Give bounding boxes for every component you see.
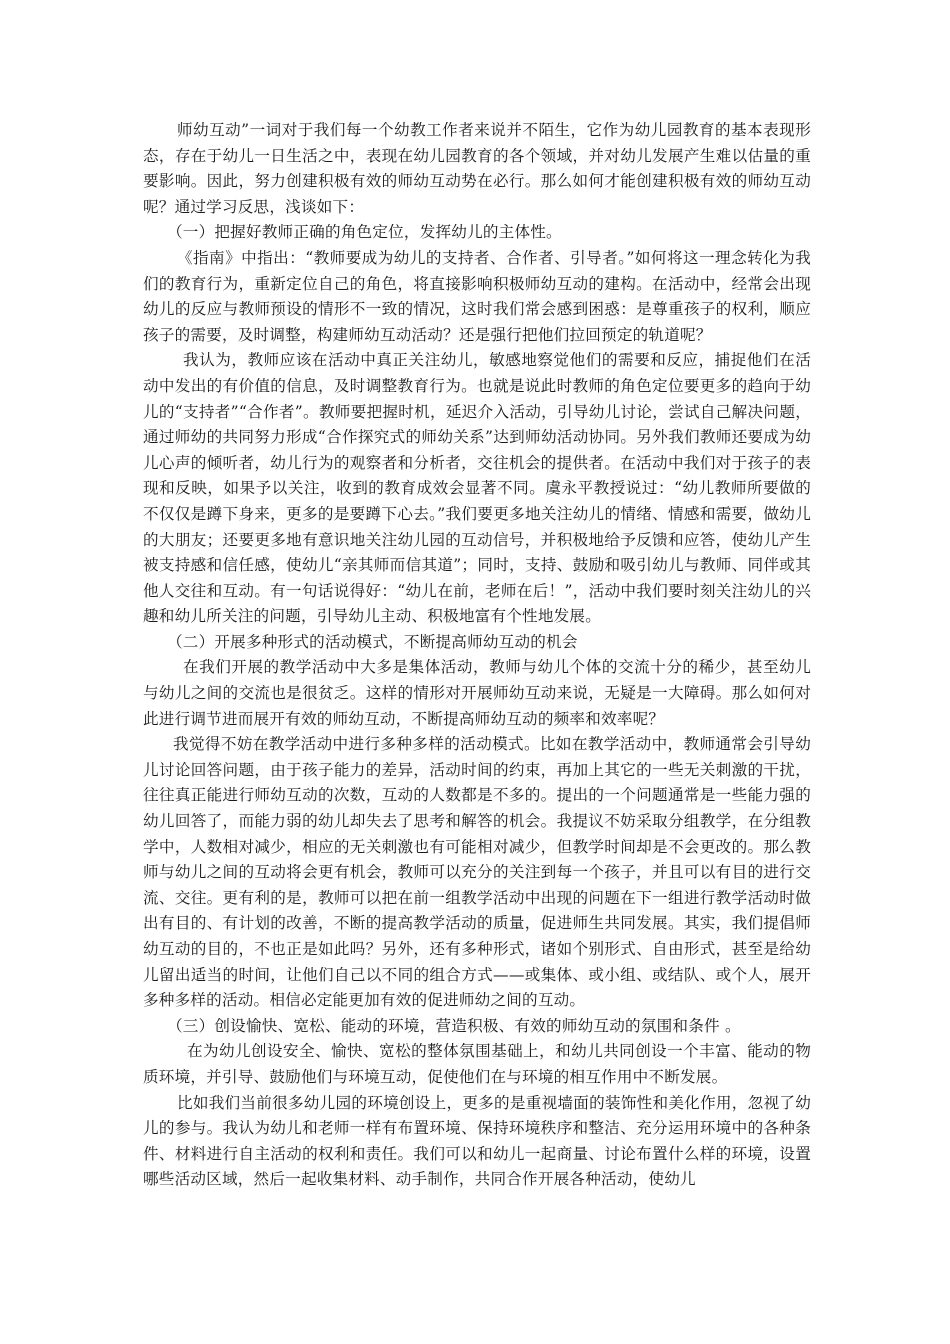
paragraph-group-activity: 在我们开展的教学活动中大多是集体活动，教师与幼儿个体的交流十分的稀少，甚至幼儿与幼儿之间的交流也是很贫乏。这样的情形对开展师幼互动来说，无疑是一大障碍。那么如何对此进行调节进而展开有效的师幼互动，不断提高师幼互动的频率和效率呢？ bbox=[143, 658, 811, 728]
paragraph-environment-example: 比如我们当前很多幼儿园的环境创设上，更多的是重视墙面的装饰性和美化作用，忽视了幼儿的参与。我认为幼儿和老师一样有布置环境、保持环境秩序和整洁、充分运用环境中的各种条件、材料进行自主活动的权利和责任。我们可以和幼儿一起商量、讨论布置什么样的环境，设置哪些活动区域，然后一起收集材料、动手制作，共同合作开展各种活动，使幼儿 bbox=[143, 1093, 811, 1189]
paragraph-activity-modes: 我觉得不妨在教学活动中进行多种多样的活动模式。比如在教学活动中，教师通常会引导幼儿讨论回答问题，由于孩子能力的差异，活动时间的约束，再加上其它的一些无关刺激的干扰，往往真正能进行师幼互动的次数，互动的人数都是不多的。提出的一个问题通常是一些能力强的幼儿回答了，而能力弱的幼儿却失去了思考和解答的机会。我提议不妨采取分组教学，在分组教学中，人数相对减少，相应的无关刺激也有可能相对减少，但教学时间却是不会更改的。那么教师与幼儿之间的互动将会更有机会，教师可以充分的关注到每一个孩子，并且可以有目的进行交流、交往。更有利的是，教师可以把在前一组教学活动中出现的问题在下一组进行教学活动时做出有目的、有计划的改善，不断的提高教学活动的质量，促进师生共同发展。其实，我们提倡师幼互动的目的，不也正是如此吗？另外，还有多种形式，诸如个别形式、自由形式，甚至是给幼儿留出适当的时间，让他们自己以不同的组合方式——或集体、或小组、或结队、或个人，展开多种多样的活动。相信必定能更加有效的促进师幼之间的互动。 bbox=[143, 735, 811, 1010]
paragraph-teacher-role: 我认为，教师应该在活动中真正关注幼儿，敏感地察觉他们的需要和反应，捕捉他们在活动中发出的有价值的信息，及时调整教育行为。也就是说此时教师的角色定位要更多的趋向于幼儿的“支持者”“合作者”。教师要把握时机，延迟介入活动，引导幼儿讨论，尝试自己解决问题，通过师幼的共同努力形成“合作探究式的师幼关系”达到师幼活动协同。另外我们教师还要成为幼儿心声的倾听者，幼儿行为的观察者和分析者，交往机会的提供者。在活动中我们对于孩子的表现和反映，如果予以关注，收到的教育成效会显著不同。虞永平教授说过：“幼儿教师所要做的不仅仅是蹲下身来，更多的是要蹲下心去。”我们要更多地关注幼儿的情绪、情感和需要，做幼儿的大朋友；还要更多地有意识地关注幼儿园的互动信号，并积极地给予反馈和应答，使幼儿产生被支持感和信任感，使幼儿“亲其师而信其道”；同时，支持、鼓励和吸引幼儿与教师、同伴或其他人交往和互动。有一句话说得好：“幼儿在前，老师在后！”，活动中我们要时刻关注幼儿的兴趣和幼儿所关注的问题，引导幼儿主动、积极地富有个性地发展。 bbox=[143, 351, 811, 626]
section-heading-1: （一）把握好教师正确的角色定位，发挥幼儿的主体性。 bbox=[167, 223, 562, 242]
section-heading-3: （三）创设愉快、宽松、能动的环境，营造积极、有效的师幼互动的氛围和条件 。 bbox=[167, 1016, 741, 1035]
intro-paragraph: 师幼互动”一词对于我们每一个幼教工作者来说并不陌生，它作为幼儿园教育的基本表现形态，存在于幼儿一日生活之中，表现在幼儿园教育的各个领域，并对幼儿发展产生难以估量的重要影响。因此，努力创建积极有效的师幼互动势在必行。那么如何才能创建积极有效的师幼互动呢？通过学习反思，浅谈如下： bbox=[143, 121, 811, 216]
paragraph-environment: 在为幼儿创设安全、愉快、宽松的整体氛围基础上，和幼儿共同创设一个丰富、能动的物质环境，并引导、鼓励他们与环境互动，促使他们在与环境的相互作用中不断发展。 bbox=[143, 1042, 811, 1086]
section-heading-2: （二）开展多种形式的活动模式，不断提高师幼互动的机会 bbox=[167, 632, 578, 651]
paragraph-guide-quote: 《指南》中指出：“教师要成为幼儿的支持者、合作者、引导者。”如何将这一理念转化为我们的教育行为，重新定位自己的角色，将直接影响积极师幼互动的建构。在活动中，经常会出现幼儿的反应与教师预设的情形不一致的情况，这时我们常会感到困惑：是尊重孩子的权利，顺应孩子的需要，及时调整，构建师幼互动活动？还是强行把他们拉回预定的轨道呢？ bbox=[143, 248, 811, 344]
document-page bbox=[143, 118, 811, 1193]
